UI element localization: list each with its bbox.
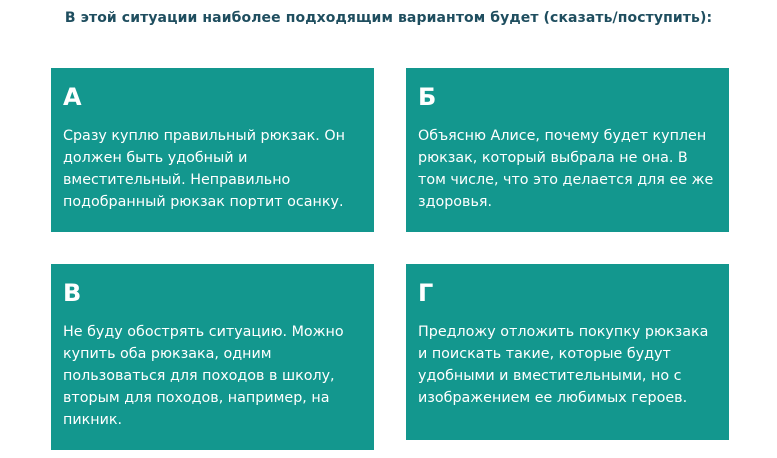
option-b-letter: Б xyxy=(418,83,437,111)
option-v-card[interactable] xyxy=(51,264,374,450)
option-b-card[interactable] xyxy=(406,68,729,232)
option-v-letter: В xyxy=(63,279,82,307)
option-a-text: Сразу куплю правильный рюкзак. Он должен быть удобный и вместительный. Неправильно подобранный рюкзак портит осанку. xyxy=(63,128,345,210)
option-a-card[interactable] xyxy=(51,68,374,232)
option-b-text: Объясню Алисе, почему будет куплен рюкзак, который выбрала не она. В том числе, что это делается для ее же здоровья. xyxy=(418,128,714,210)
option-g-letter: Г xyxy=(418,279,434,307)
option-g-card[interactable] xyxy=(406,264,729,440)
option-g-text: Предложу отложить покупку рюкзака и поискать такие, которые будут удобными и вместительными, но с изображением ее любимых героев. xyxy=(418,324,709,406)
option-a-letter: А xyxy=(63,83,82,111)
question-title: В этой ситуации наиболее подходящим вариантом будет (сказать/поступить): xyxy=(64,10,713,26)
option-v-text: Не буду обострять ситуацию. Можно купить оба рюкзака, одним пользоваться для походов в школу, вторым для походов, например, на пикник. xyxy=(63,324,344,428)
